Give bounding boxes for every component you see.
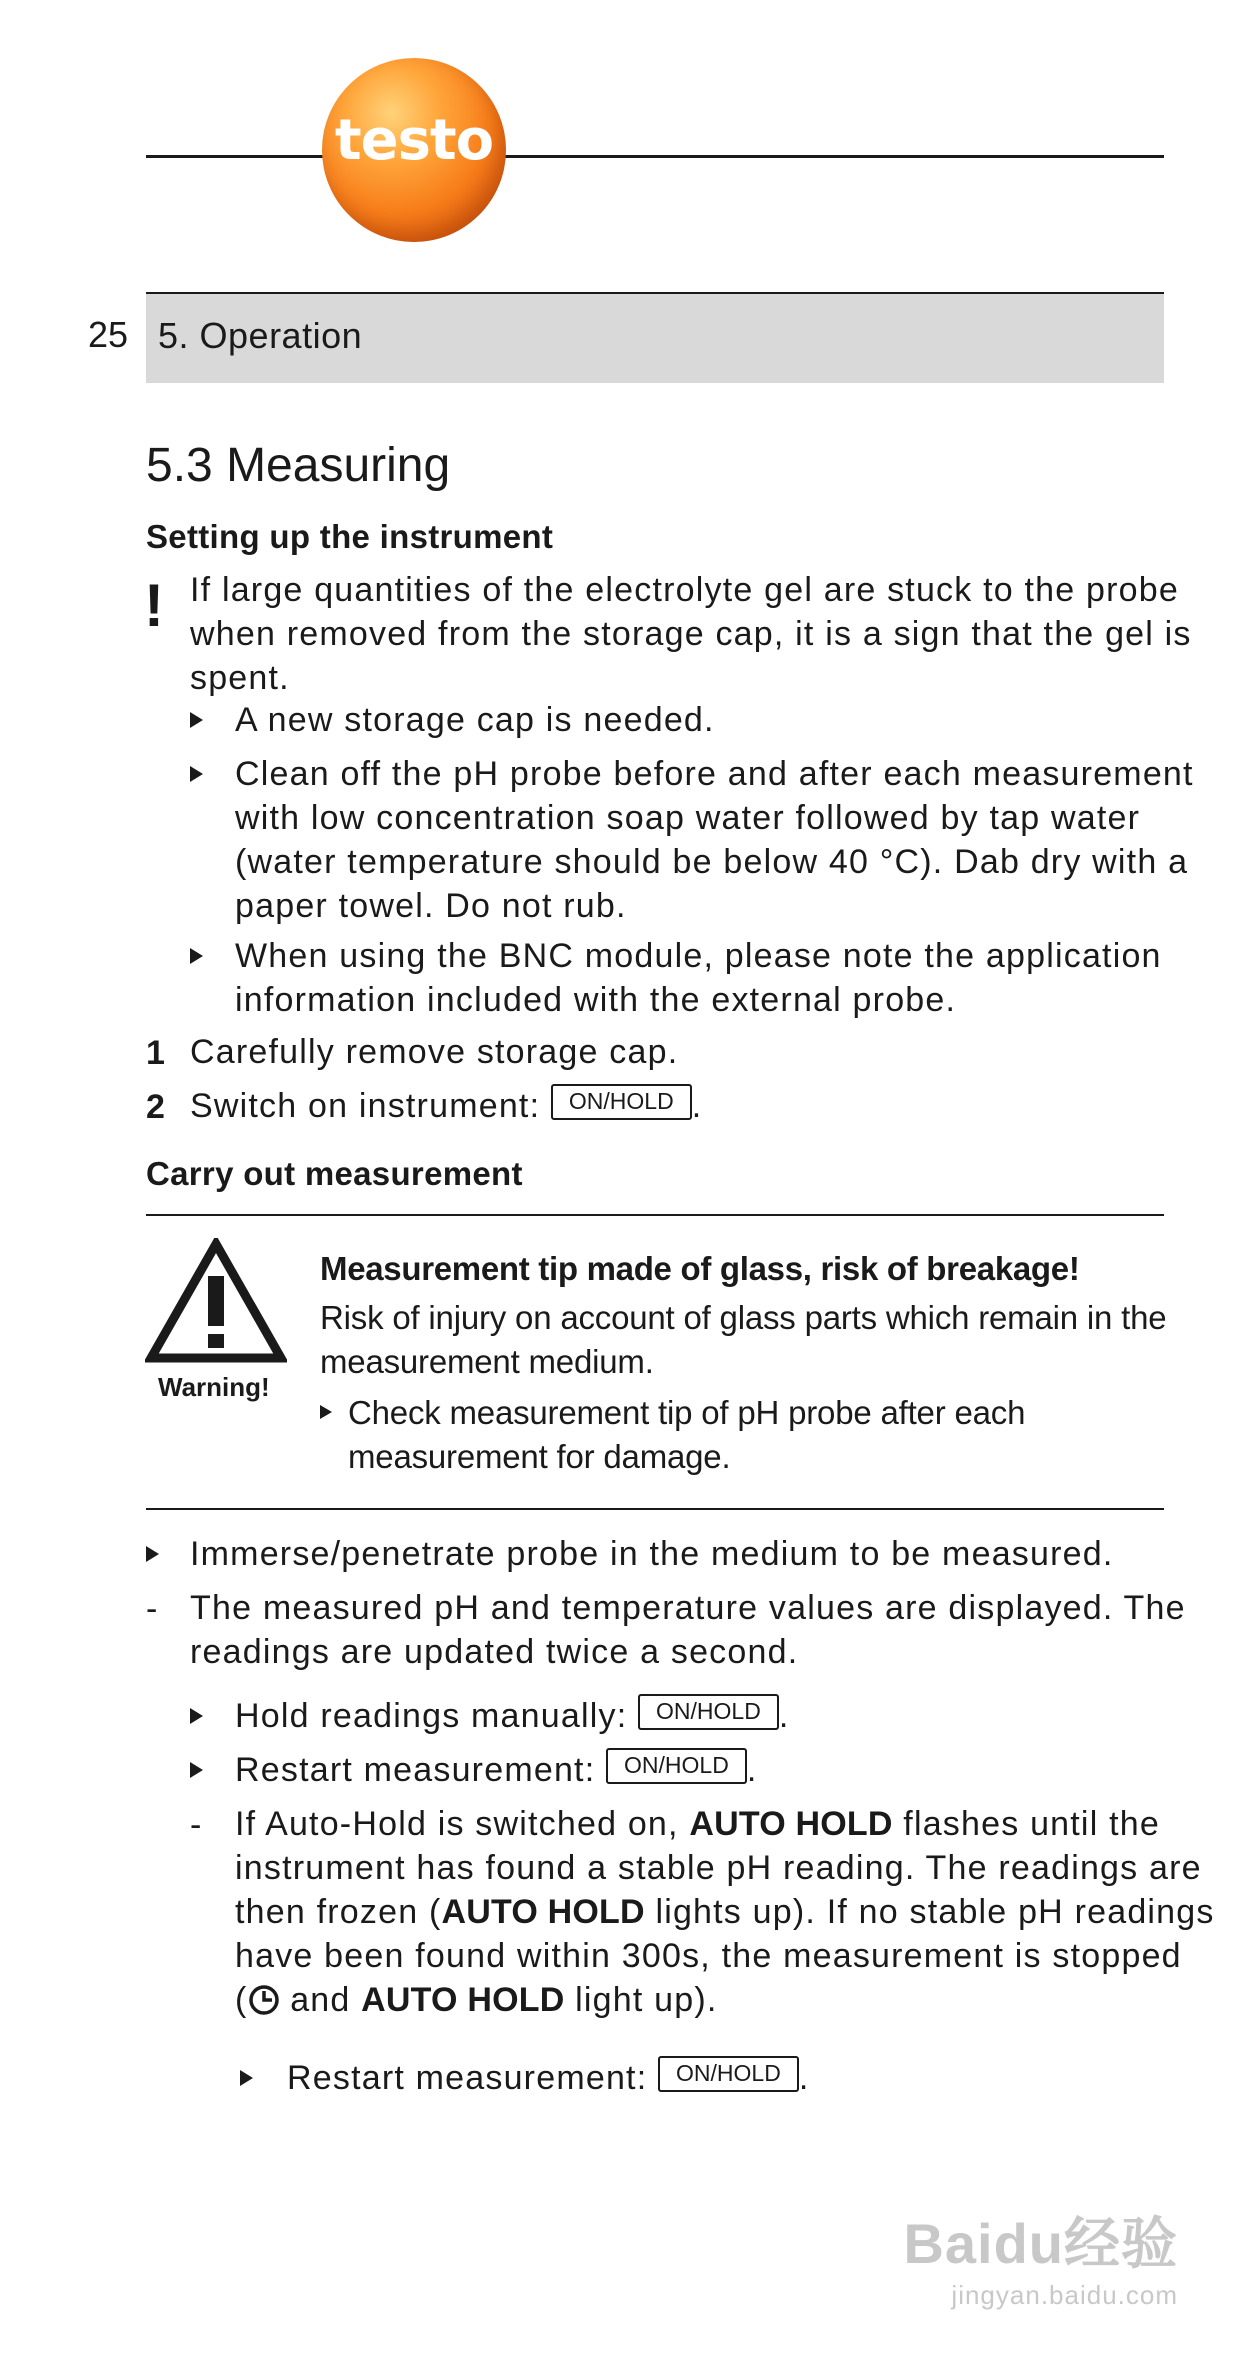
arrow-right-icon [190,948,203,964]
section-header-bar [146,292,1164,383]
result-line: The measured pH and temperature values are displayed. The [190,1589,1186,1627]
page-heading: 5.3 Measuring [146,439,451,492]
warning-triangle-icon [145,1238,287,1364]
autohold-text-part: light up). [575,1981,718,2019]
result-dash: - [146,1590,158,1628]
baidu-watermark [903,2200,1178,2311]
on-hold-key: ON/HOLD [551,1084,692,1120]
header-rule-right [500,155,1164,158]
clock-icon [248,1984,280,2016]
hold-suffix: . [778,1697,790,1735]
action-line: A new storage cap is needed. [235,701,715,739]
exclamation-icon: ! [144,572,164,639]
action-item [235,934,1162,1022]
warning-label: Warning! [158,1372,270,1402]
note-line: If large quantities of the electrolyte gel are stuck to the probe [190,571,1179,609]
arrow-right-icon [190,1708,203,1724]
action-line: information included with the external probe. [235,981,957,1019]
step-text: Carefully remove storage cap. [190,1033,679,1071]
warning-action-line: Check measurement tip of pH probe after each [348,1394,1026,1431]
arrow-right-icon [190,712,203,728]
warning-top-rule [146,1214,1164,1216]
step-label: Switch on instrument: [190,1087,541,1125]
warning-bottom-rule [146,1508,1164,1510]
result-line: readings are updated twice a second. [190,1633,799,1671]
restart-suffix: . [746,1751,758,1789]
action-immerse: Immerse/penetrate probe in the medium to be measured. [190,1535,1114,1573]
autohold-text-part: lights up). If no stable pH readings [655,1893,1215,1931]
autohold-text-part: flashes until the [903,1805,1160,1843]
autohold-text-part: and [290,1981,351,2019]
autohold-line: have been found within 300s, the measurement is stopped [235,1937,1182,1975]
auto-hold-term: AUTO HOLD [441,1893,645,1931]
autohold-text [235,1802,1215,2022]
warning-text [320,1296,1166,1384]
hold-action [235,1694,789,1738]
arrow-right-icon [146,1546,159,1562]
measure-subheading: Carry out measurement [146,1155,523,1192]
on-hold-key: ON/HOLD [606,1748,747,1784]
action-item [235,752,1194,928]
hold-label: Hold readings manually: [235,1697,628,1735]
autohold-line [235,1978,1215,2022]
restart-label: Restart measurement: [287,2059,648,2097]
arrow-right-icon [240,2070,253,2086]
on-hold-key: ON/HOLD [638,1694,779,1730]
step-text [190,1084,702,1128]
warning-line: measurement medium. [320,1343,654,1380]
arrow-right-icon [190,1762,203,1778]
section-title: 5. Operation [158,315,363,356]
warning-action-line: measurement for damage. [348,1438,731,1475]
action-line: with low concentration soap water followed by tap water [235,799,1141,837]
autohold-line [235,1890,1215,1934]
step-number: 2 [146,1088,165,1126]
note-text [190,568,1192,700]
restart-action-2 [287,2056,809,2100]
step-number: 1 [146,1034,165,1072]
restart-action [235,1748,757,1792]
restart-label: Restart measurement: [235,1751,596,1789]
page-number: 25 [88,314,129,355]
logo-text: testo [334,108,494,173]
note-line: when removed from the storage cap, it is a sign that the gel is [190,615,1192,653]
warning-line: Risk of injury on account of glass parts which remain in the [320,1299,1167,1336]
autohold-dash: - [190,1806,202,1844]
autohold-text-part: ( [235,1981,248,2019]
arrow-right-icon [190,766,203,782]
auto-hold-term: AUTO HOLD [689,1805,893,1843]
autohold-text-part: then frozen ( [235,1893,442,1931]
note-line: spent. [190,659,290,697]
action-item [235,698,715,742]
warning-title: Measurement tip made of glass, risk of breakage! [320,1250,1080,1287]
autohold-text-part: If Auto-Hold is switched on, [235,1805,679,1843]
action-line: (water temperature should be below 40 °C). Dab dry with a [235,843,1189,881]
step-suffix: . [691,1087,703,1125]
autohold-line: instrument has found a stable pH reading. The readings are [235,1849,1202,1887]
action-line: When using the BNC module, please note the application [235,937,1162,975]
header-rule-left [146,155,326,158]
watermark-url: jingyan.baidu.com [951,2280,1178,2310]
setup-subheading: Setting up the instrument [146,518,554,555]
watermark-line: Baidu经验 [903,2212,1178,2275]
warning-action [348,1391,1025,1479]
testo-logo [322,58,506,242]
result-text [190,1586,1186,1674]
action-line: paper towel. Do not rub. [235,887,627,925]
action-line: Clean off the pH probe before and after each measurement [235,755,1194,793]
arrow-right-icon [320,1405,332,1419]
restart-suffix: . [798,2059,810,2097]
auto-hold-term: AUTO HOLD [361,1981,565,2019]
autohold-line [235,1802,1215,1846]
on-hold-key: ON/HOLD [658,2056,799,2092]
